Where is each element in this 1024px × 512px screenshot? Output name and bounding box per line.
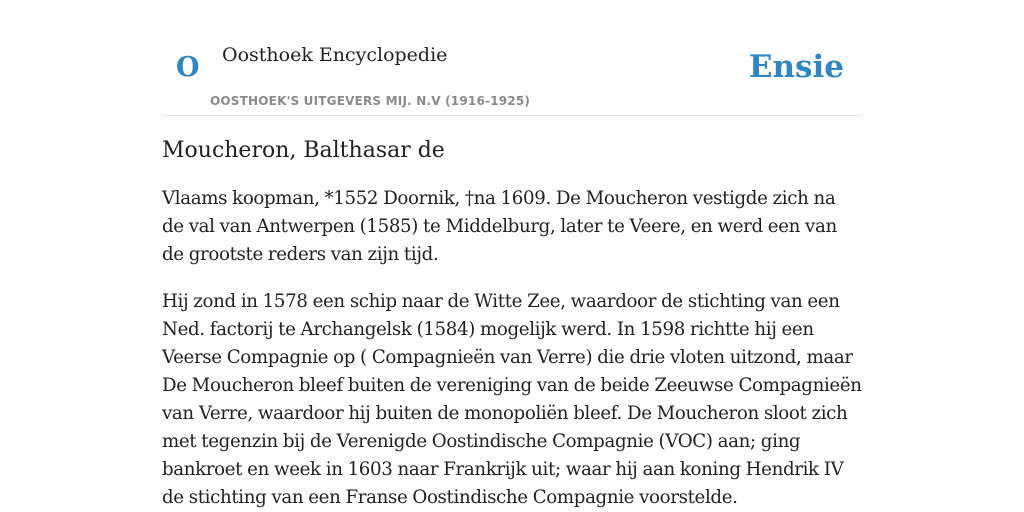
logo-letter-icon[interactable]: O: [176, 52, 200, 83]
publisher-label: OOSTHOEK'S UITGEVERS MIJ. N.V (1916-1925): [210, 94, 531, 108]
article-paragraph: Hij zond in 1578 een schip naar de Witte Zee, waardoor de stichting van een Ned. factorij te Archangelsk (1584) mogelijk werd. In 1598 richtte hij een Veerse Compagnie op ( Compagnieën van Verre) die drie vloten uitzond, maar De Moucheron bleef buiten de vereniging van de beide Zeeuwse Compagnieën van Verre, waardoor hij buiten de monopoliën bleef. De Moucheron sloot zich met tegenzin bij de Verenigde Oostindische Compagnie (VOC) aan; ging bankroet en week in 1603 naar Frankrijk uit; waar hij aan koning Hendrik IV de stichting van een Franse Oostindische Compagnie voorstelde.: [162, 291, 862, 508]
article-body: [162, 138, 862, 512]
article-paragraph: Vlaams koopman, *1552 Doornik, †na 1609. De Moucheron vestigde zich na de val van Antwerpen (1585) te Middelburg, later te Veere, en werd een van de grootste reders van zijn tijd.: [162, 188, 837, 265]
ensie-logo[interactable]: Ensie: [748, 49, 844, 85]
encyclopedia-title[interactable]: Oosthoek Encyclopedie: [222, 44, 448, 66]
article-title: Moucheron, Balthasar de: [162, 138, 445, 163]
site-header: [162, 0, 862, 116]
